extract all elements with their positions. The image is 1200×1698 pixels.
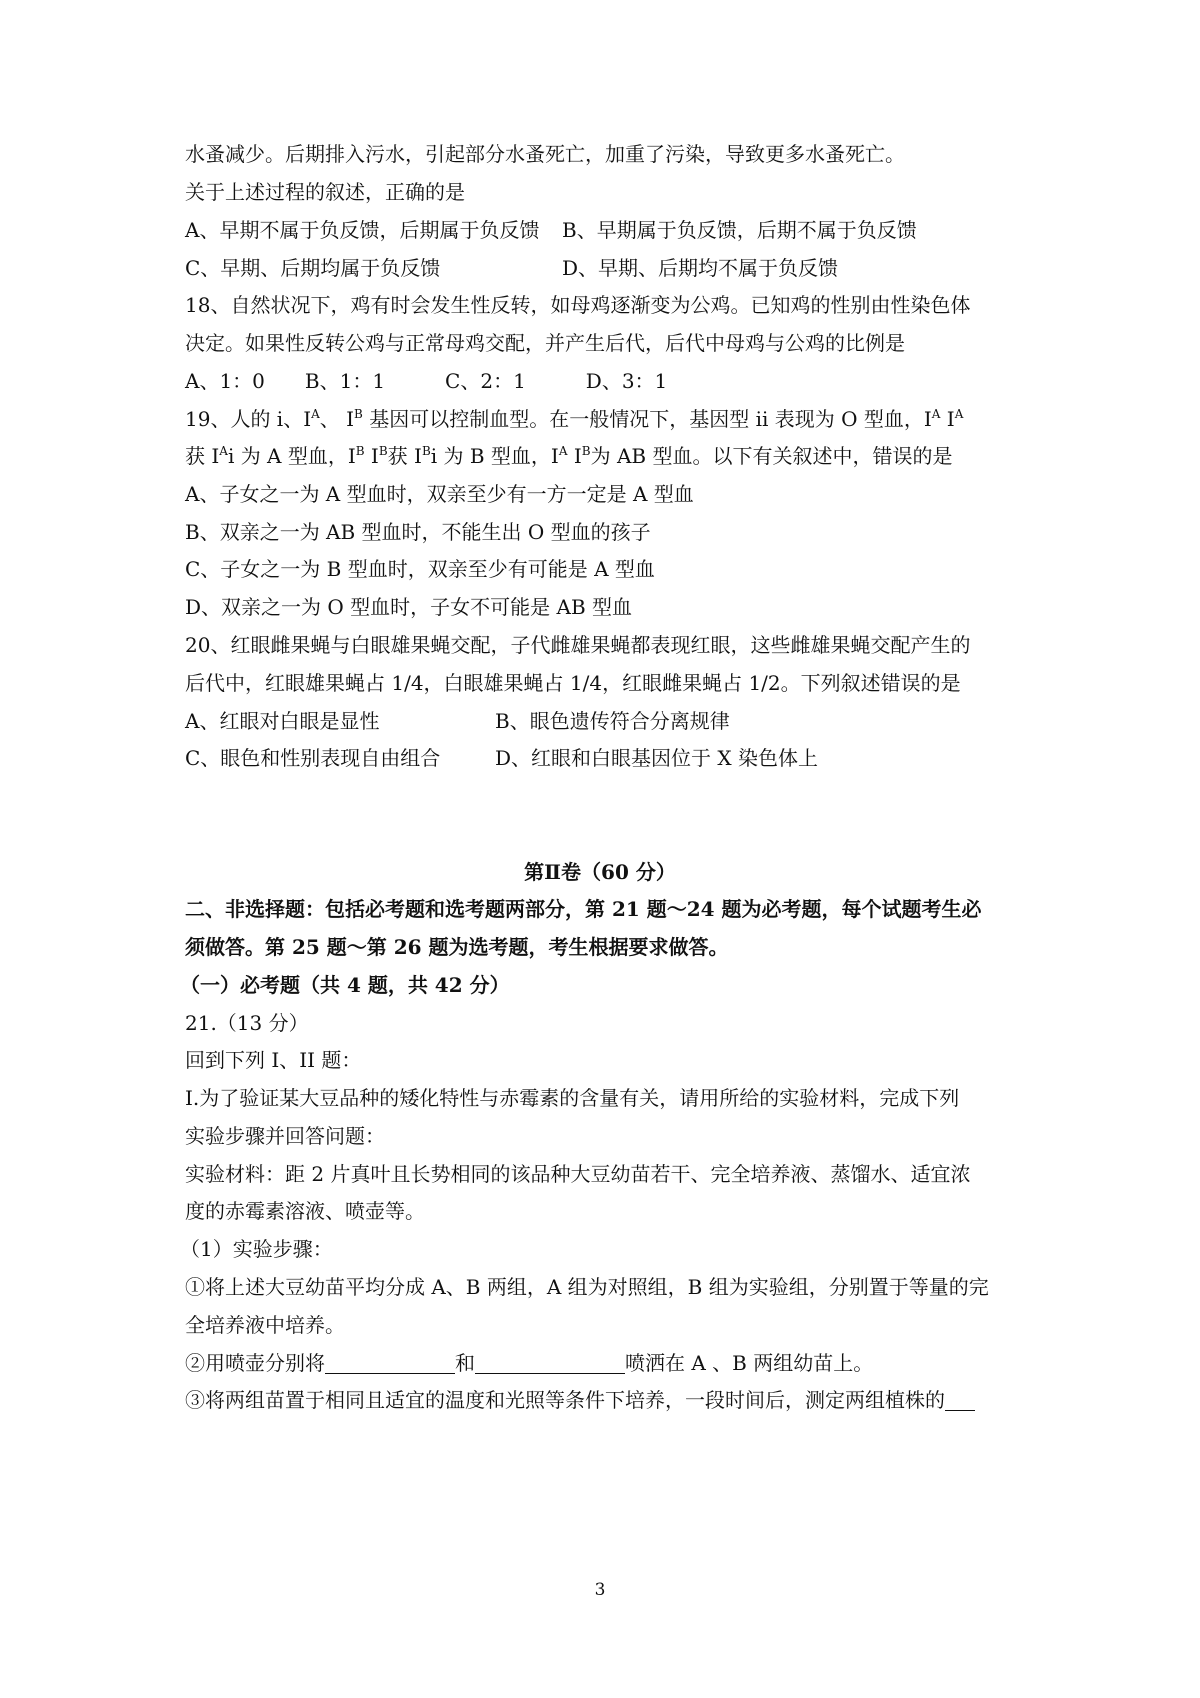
part2-intro-line-2: 须做答。第 25 题～第 26 题为选考题，考生根据要求做答。: [185, 935, 729, 959]
answer-blank-3[interactable]: [945, 1388, 975, 1411]
option-b: B、早期属于负反馈，后期不属于负反馈: [562, 218, 917, 242]
q21-header: 21.（13 分）: [185, 1011, 309, 1035]
option-c: C、眼色和性别表现自由组合: [185, 746, 441, 770]
q21-part1-line-1: I.为了验证某大豆品种的矮化特性与赤霉素的含量有关，请用所给的实验材料，完成下列: [185, 1086, 960, 1110]
q21-materials-line-2: 度的赤霉素溶液、喷壶等。: [185, 1199, 425, 1223]
prev-question-tail: 水蚤减少。后期排入污水，引起部分水蚤死亡，加重了污染，导致更多水蚤死亡。: [185, 142, 905, 166]
q19-option-b: B、双亲之一为 AB 型血时，不能生出 O 型血的孩子: [185, 520, 651, 544]
prev-question-stem: 关于上述过程的叙述，正确的是: [185, 180, 465, 204]
page-number: 3: [594, 1580, 606, 1600]
q21-materials-line-1: 实验材料：距 2 片真叶且长势相同的该品种大豆幼苗若干、完全培养液、蒸馏水、适宜浓: [185, 1162, 971, 1186]
q21-steps-title: （1）实验步骤：: [180, 1237, 333, 1261]
q21-step1-line-2: 全培养液中培养。: [185, 1313, 345, 1337]
part2-intro-line-1: 二、非选择题：包括必考题和选考题两部分，第 21 题～24 题为必考题，每个试题考生必: [185, 897, 982, 921]
answer-blank-2[interactable]: [475, 1351, 625, 1374]
q20-line-2: 后代中，红眼雄果蝇占 1/4，白眼雄果蝇占 1/4，红眼雌果蝇占 1/2。下列叙述错误的是: [185, 671, 961, 695]
q21-step3: ③将两组苗置于相同且适宜的温度和光照等条件下培养，一段时间后，测定两组植株的: [185, 1386, 975, 1414]
option-a: A、早期不属于负反馈，后期属于负反馈: [185, 218, 540, 242]
q18-line-2: 决定。如果性反转公鸡与正常母鸡交配，并产生后代，后代中母鸡与公鸡的比例是: [185, 331, 905, 355]
answer-blank-1[interactable]: [325, 1351, 455, 1374]
q20-options-row-2: [185, 744, 1015, 772]
option-b: B、眼色遗传符合分离规律: [495, 709, 730, 733]
q20-options-row-1: [185, 707, 1015, 735]
q20-line-1: 20、红眼雌果蝇与白眼雄果蝇交配，子代雌雄果蝇都表现红眼，这些雌雄果蝇交配产生的: [185, 633, 971, 657]
q18-line-1: 18、自然状况下，鸡有时会发生性反转，如母鸡逐渐变为公鸡。已知鸡的性别由性染色体: [185, 293, 971, 317]
prev-options-row-1: [185, 216, 1015, 244]
q18-options: A、1：0 B、1：1 C、2：1 D、3：1: [185, 369, 668, 393]
q21-part1-line-2: 实验步骤并回答问题：: [185, 1124, 385, 1148]
part2-title: 第Ⅱ卷（60 分）: [524, 860, 676, 884]
q19-option-a: A、子女之一为 A 型血时，双亲至少有一方一定是 A 型血: [185, 482, 694, 506]
q19-option-c: C、子女之一为 B 型血时，双亲至少有可能是 A 型血: [185, 557, 655, 581]
option-d: D、早期、后期均不属于负反馈: [562, 256, 839, 280]
q19-line-2: 获 $I^Ai$ 为 A 型血，$I^B$ $I^B$获 $I^Bi$ 为 B 型血，$I^A$ $I^B$为 AB 型血。以下有关叙述中，错误的是: [185, 444, 953, 468]
prev-options-row-2: [185, 254, 1015, 282]
q21-step1-line-1: ①将上述大豆幼苗平均分成 A、B 两组，A 组为对照组，B 组为实验组，分别置于等量的完: [185, 1275, 989, 1299]
q21-step2: ②用喷壶分别将 和 喷洒在 A 、B 两组幼苗上。: [185, 1351, 874, 1375]
section-heading: （一）必考题（共 4 题，共 42 分）: [180, 973, 510, 997]
option-c: C、早期、后期均属于负反馈: [185, 256, 441, 280]
q19-line-1: 19、人的 i、$I^A$、 $I^B$ 基因可以控制血型。在一般情况下，基因型 ii 表现为 O 型血，$I^A$ $I^A$: [185, 407, 964, 431]
option-a: A、红眼对白眼是显性: [185, 709, 380, 733]
option-d: D、红眼和白眼基因位于 X 染色体上: [495, 746, 818, 770]
q19-option-d: D、双亲之一为 O 型血时，子女不可能是 AB 型血: [185, 595, 633, 619]
q21-prompt: 回到下列 I、II 题：: [185, 1048, 362, 1072]
